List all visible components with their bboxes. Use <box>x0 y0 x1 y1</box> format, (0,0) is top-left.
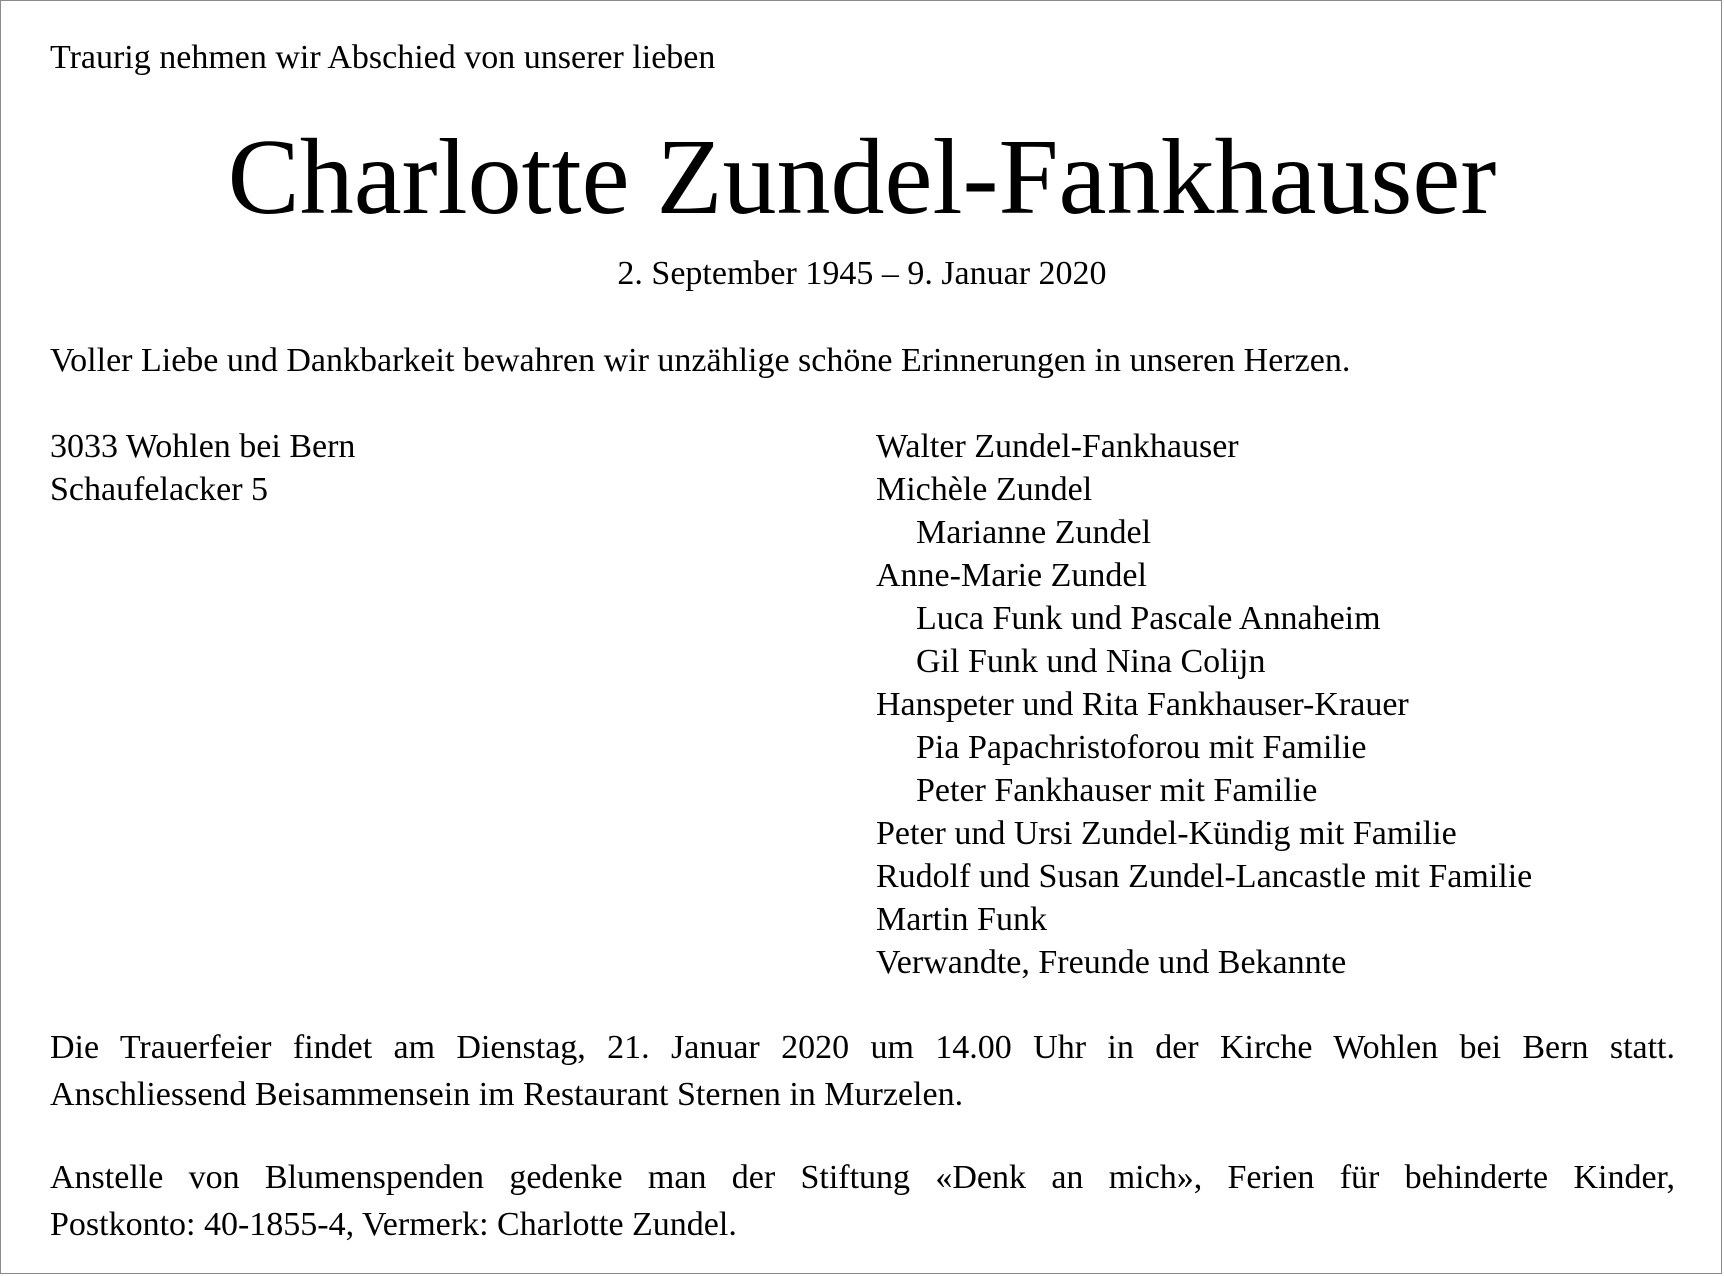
life-dates: 2. September 1945 – 9. Januar 2020 <box>617 255 1107 292</box>
mourner-line: Peter und Ursi Zundel-Kündig mit Familie <box>876 815 1457 852</box>
mourner-line: Gil Funk und Nina Colijn <box>916 643 1266 680</box>
ceremony-line-1: Die Trauerfeier findet am Dienstag, 21. Januar 2020 um 14.00 Uhr in der Kirche Wohlen bei Bern statt. <box>50 1029 1675 1066</box>
mourners-list <box>876 425 1532 984</box>
remembrance-message: Voller Liebe und Dankbarkeit bewahren wir unzählige schöne Erinnerungen in unseren Herzen. <box>50 342 1351 379</box>
ceremony-line-2: Anschliessend Beisammensein im Restaurant Sternen in Murzelen. <box>50 1076 964 1113</box>
intro-text: Traurig nehmen wir Abschied von unserer lieben <box>50 39 716 76</box>
mourner-line: Pia Papachristoforou mit Familie <box>916 729 1367 766</box>
donation-line-2: Postkonto: 40-1855-4, Vermerk: Charlotte Zundel. <box>50 1206 737 1243</box>
donation-line-1: Anstelle von Blumenspenden gedenke man der Stiftung «Denk an mich», Ferien für behinderte Kinder, <box>50 1159 1675 1196</box>
donation-info <box>50 1154 1675 1248</box>
mourner-line: Walter Zundel-Fankhauser <box>876 428 1239 465</box>
family-address <box>50 425 355 511</box>
mourner-line: Michèle Zundel <box>876 471 1093 508</box>
mourner-line: Hanspeter und Rita Fankhauser-Krauer <box>876 686 1409 723</box>
mourner-line: Anne-Marie Zundel <box>876 557 1147 594</box>
mourner-line: Rudolf und Susan Zundel-Lancastle mit Familie <box>876 858 1533 895</box>
deceased-name: Charlotte Zundel-Fankhauser <box>227 118 1497 237</box>
mourner-line: Verwandte, Freunde und Bekannte <box>876 944 1347 981</box>
address-street: Schaufelacker 5 <box>50 471 269 508</box>
ceremony-info <box>50 1024 1675 1118</box>
mourner-line: Peter Fankhauser mit Familie <box>916 772 1318 809</box>
mourner-line: Marianne Zundel <box>916 514 1152 551</box>
mourner-line: Luca Funk und Pascale Annaheim <box>916 600 1381 637</box>
address-city: 3033 Wohlen bei Bern <box>50 428 356 465</box>
mourner-line: Martin Funk <box>876 901 1047 938</box>
